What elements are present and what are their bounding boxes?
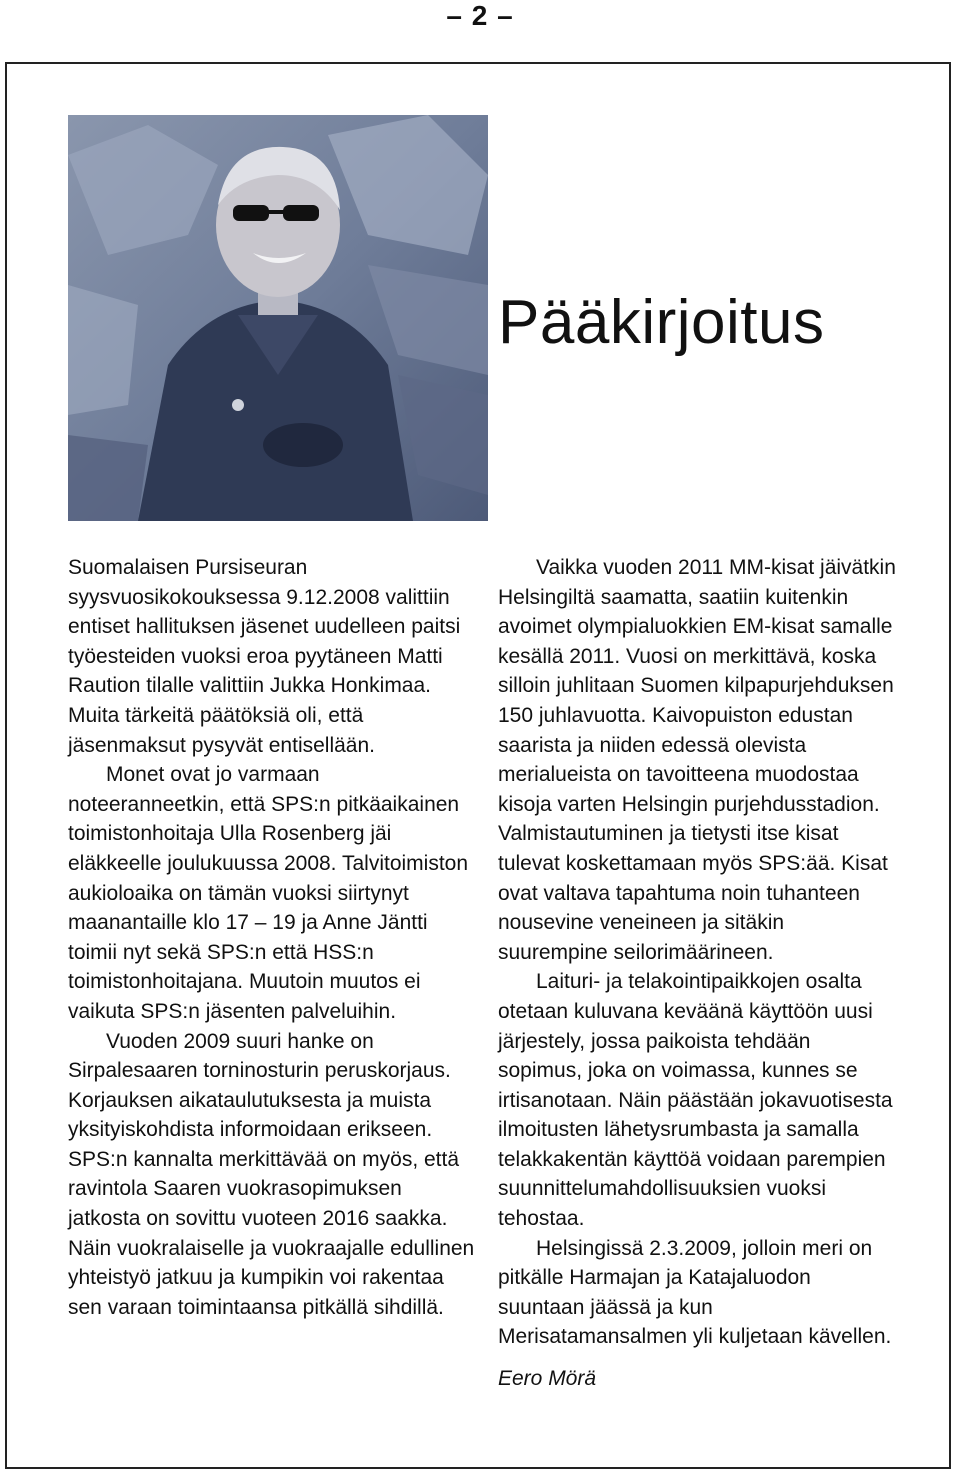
paragraph: Monet ovat jo varmaan noteeranneetkin, että SPS:n pitkäaikainen toimistonhoitaja Ulla Rosenberg jäi eläkkeelle joulukuussa 2008. Talvitoimiston aukioloaika on tämän vuoksi siirtynyt maanantaille klo 17 – 19 ja Anne Jäntti toimii nyt sekä SPS:n että HSS:n toimistonhoitajana. Muutoin muutos ei vaikuta SPS:n jäsenten palveluihin. <box>68 763 469 1023</box>
portrait-photo <box>68 115 488 521</box>
right-column <box>498 553 898 1394</box>
paragraph: Vaikka vuoden 2011 MM-kisat jäivätkin Helsingiltä saamatta, saatiin kuitenkin avoimet olympialuokkien EM-kisat samalle kesällä 2011. Vuosi on merkittävä, koska silloin juhlitaan Suomen kilpapurjehduksen 150 juhlavuotta. Kaivopuiston edustan saarista ja niiden edessä olevista merialueista on tavoitteena muodostaa kisoja varten Helsingin purjehdusstadion. Valmistautuminen ja tietysti itse kisat tulevat koskettamaan myös SPS:ää. Kisat ovat valtava tapahtuma noin tuhanteen nousevine veneineen ja sitäkin suurempine seilorimäärineen. <box>498 556 896 964</box>
author-signature: Eero Mörä <box>498 1367 597 1391</box>
left-column <box>68 553 480 1322</box>
paragraph: Suomalaisen Pursiseuran syysvuosikokouksessa 9.12.2008 valittiin entiset hallituksen jäsenet uudelleen paitsi työesteiden vuoksi eroa pyytäneen Matti Raution tilalle valittiin Jukka Honkimaa. Muita tärkeitä päätöksiä oli, että jäsenmaksut pysyvät entisellään. <box>68 556 461 757</box>
paragraph: Laituri- ja telakointipaikkojen osalta otetaan kuluvana keväänä käyttöön uusi järjestely, jossa paikoista tehdään sopimus, joka on voimassa, kunnes se irtisanotaan. Näin päästään jokavuotisesta ilmoitusten lähetysrumbasta ja samalla telakkakentän käyttöä voidaan parempien suunnittelumahdollisuuksien vuoksi tehostaa. <box>498 970 893 1231</box>
paragraph: Vuoden 2009 suuri hanke on Sirpalesaaren torninosturin peruskorjaus. Korjauksen aikataulutuksesta ja muista yksityiskohdista informoidaan erikseen. SPS:n kannalta merkittävää on myös, että ravintola Saaren vuokrasopimuksen jatkosta on sovittu vuoteen 2016 saakka. Näin vuokralaiselle ja vuokraajalle edullinen yhteistyö jatkuu ja kumpikin voi rakentaa sen varaan toimintaansa pitkällä sihdillä. <box>68 1029 475 1319</box>
paragraph: Helsingissä 2.3.2009, jolloin meri on pitkälle Harmajan ja Katajaluodon suuntaan jäässä ja kun Merisatamansalmen yli kuljetaan kävellen. <box>498 1236 892 1349</box>
page-number: – 2 – <box>446 0 514 31</box>
article-title: Pääkirjoitus <box>498 288 825 357</box>
